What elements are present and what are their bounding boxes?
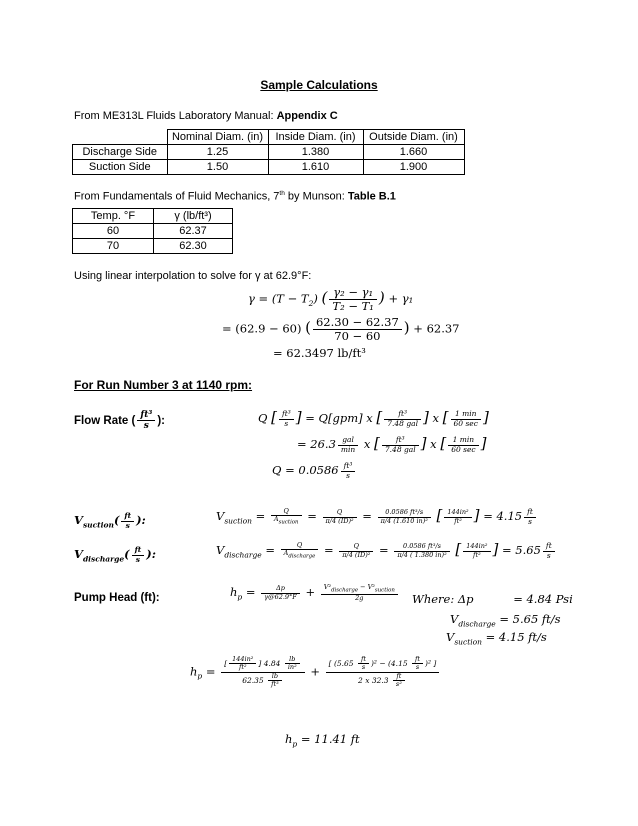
table-row: [73, 145, 465, 160]
pump-result-sub: p: [292, 739, 298, 749]
interp-eq-line2: = (62.9 − 60) ( $\frac{62.30 - 62.37}{70 - 60}$ ) + 62.37: [222, 315, 460, 344]
pump-where-dp: Where: Δp: [412, 592, 474, 606]
flow-eq1-tail: = Q[gpm] x: [305, 411, 373, 425]
v-suction-label-unit-num: ft: [121, 512, 134, 522]
source-munson-mid: by Munson:: [284, 190, 348, 203]
v-suction-lhs-sub: suction: [224, 516, 252, 526]
interp-eq-line1: $\gamma = (T - T_2)$ ( $\frac{\text{γ₂ − γ₁}}{\text{T₂ − T₁}}$ ) + γ₁: [248, 285, 414, 314]
flow-eq-line2: = 26.3 $\frac{\text{gal}}{\min}$ x [ $\frac{\text{ft³}}{\text{7.48 gal}}$ ] x [ $\frac{1 \min}{60 \sec}$ ]: [297, 434, 487, 454]
pump-big-den1: 62.35: [242, 675, 264, 685]
pump-result: [285, 732, 360, 748]
table-cell: 1.610: [268, 160, 363, 175]
v-suction-d: (1.610 in)²: [393, 516, 428, 525]
v-discharge-eq: $V_{discharge}$ = $\frac{Q}{A_{discharge}}$ = $\frac{Q}{\text{π/4 (ID)²}}$ = $\frac{\text{0.0586 ft³/s}}{\text{π/4 ( 1.380 in)²}}$ [ $\frac{\text{144in²}}{\text{ft²}}$ ] = 5.65 $\frac{ft}{s}$: [216, 540, 557, 560]
flow-eq1-frac1-den: 7.48 gal: [387, 418, 419, 428]
flow-eq2-frac1-den: 7.48 gal: [384, 444, 416, 454]
v-discharge-label-sub: discharge: [82, 554, 125, 564]
v-suction-lhs: V: [216, 509, 225, 523]
pump-where-dp-value: = 4.84 Psi: [513, 592, 573, 606]
table-cell: 62.37: [154, 224, 233, 239]
interp-eq2-lhs: = (62.9 − 60): [222, 321, 302, 336]
table-row: [73, 160, 465, 175]
flow-eq2-num: gal: [338, 436, 358, 446]
pump-vdis-sub: discharge: [458, 619, 496, 629]
pump-vsuc-sub: suction: [454, 637, 482, 647]
interp-eq2-num: 62.30 − 62.37: [313, 316, 402, 330]
source-appendix-ref: Appendix C: [276, 110, 338, 122]
v-discharge-label-unit-den: s: [135, 554, 141, 564]
table-cell: 70: [73, 239, 154, 254]
v-discharge-label-unit-num: ft: [132, 546, 145, 556]
flow-eq3-lead: Q = 0.0586: [272, 463, 339, 478]
pump-substitution-eq: $h_p$ = [ $\frac{\text{144in²}}{\text{ft²}}$ ] 4.84 $\frac{lb}{\text{in²}}$ 62.35 $\frac{lb}{\text{ft³}}$ + [ (5.65 $\frac{ft}{s}$ )² − (4.15 $\frac{ft}{s}$ )² ] 2 x 32.3 $\frac{ft}{\text{s²}}$: [190, 656, 441, 689]
pump-where: [412, 592, 573, 606]
v-discharge-label-v: V: [74, 547, 83, 562]
table-cell: 1.660: [363, 145, 464, 160]
v-suction-label-unit-den: s: [125, 520, 130, 530]
table-cell: Discharge Side: [73, 145, 168, 160]
flow-eq2-frac2-num: 1 min: [448, 436, 478, 446]
v-suction-label: $V_{suction}$( $\frac{ft}{s}$ ):: [74, 511, 146, 530]
pump-head-label: Pump Head (ft):: [74, 592, 160, 604]
flow-eq-line3: [272, 462, 357, 480]
table-header-cell: Outside Diam. (in): [363, 130, 464, 145]
table-header-row: [73, 209, 233, 224]
table-cell: Suction Side: [73, 160, 168, 175]
pump-result-tail: = 11.41 ft: [300, 732, 360, 746]
flow-eq2-frac1-num: ft³: [382, 436, 419, 446]
page-title: Sample Calculations: [260, 78, 378, 92]
flow-eq2-lead: = 26.3: [297, 437, 336, 451]
v-discharge-label: $V_{discharge}$( $\frac{ft}{s}$ ):: [74, 545, 156, 564]
table-cell: 1.900: [363, 160, 464, 175]
v-discharge-unit-num: ft: [543, 542, 555, 552]
flow-rate-label: [74, 410, 165, 432]
diameter-table: [72, 129, 465, 175]
flow-eq1-frac2-den: 60 sec: [453, 418, 478, 428]
flow-eq2-frac2-den: 60 sec: [451, 444, 476, 454]
table-cell: 60: [73, 224, 154, 239]
gamma-table: [72, 208, 233, 254]
source-munson: [74, 190, 396, 203]
v-suction-label-sub: suction: [82, 520, 114, 530]
flow-label-unit-num: ft³: [137, 410, 155, 421]
source-munson-prefix: From Fundamentals of Fluid Mechanics, 7: [74, 190, 280, 203]
table-header-cell: Nominal Diam. (in): [167, 130, 268, 145]
v-suction-unit-num: ft: [524, 508, 536, 518]
interp-eq-line3: = 62.3497 lb/ft³: [273, 346, 366, 360]
pump-vsuc-v: V: [446, 630, 455, 644]
interp-eq2-den: 70 − 60: [334, 329, 381, 344]
v-discharge-result: = 5.65: [502, 543, 541, 557]
flow-eq3-den: s: [346, 470, 350, 480]
pump-where-vdis: [450, 612, 561, 628]
interp-eq1-lhs: γ = (T − T: [248, 291, 309, 306]
interp-eq1-tail: + γ₁: [388, 291, 414, 306]
flow-rate-label-text: Flow Rate (: [74, 414, 136, 427]
v-suction-eq: $V_{suction}$ = $\frac{Q}{A_{suction}}$ = $\frac{Q}{\text{π/4 (ID)²}}$ = $\frac{\text{0.0586 ft³/s}}{\text{π/4 (1.610 in)²}}$ [ $\frac{\text{144in²}}{\text{ft²}}$ ] = 4.15 $\frac{ft}{s}$: [216, 506, 538, 526]
interpolation-text: Using linear interpolation to solve for γ at 62.9°F:: [74, 270, 312, 282]
table-row: [73, 239, 233, 254]
run-header: For Run Number 3 at 1140 rpm:: [74, 378, 253, 392]
flow-eq1-frac2-num: 1 min: [451, 410, 481, 420]
flow-eq1-unit-num: ft³: [279, 410, 294, 420]
source-appendix: [74, 110, 338, 122]
v-discharge-unit-den: s: [546, 550, 551, 560]
flow-eq3-num: ft³: [341, 462, 356, 472]
flow-eq1-unit-den: s: [284, 418, 289, 428]
pump-head-eq: $h_p$ = $\frac{\Delta p}{\gamma@62.9^\circ F}$ + $\frac{V^2_{discharge} - V^2_{suction}}{2g}$: [230, 584, 400, 602]
pump-vdis-v: V: [450, 612, 459, 626]
pump-result-h: h: [285, 732, 293, 746]
interp-eq1-num: γ₂ − γ₁: [329, 286, 377, 300]
v-suction-result: = 4.15: [483, 509, 523, 523]
v-discharge-d: ( 1.380 in)²: [410, 550, 447, 559]
table-cell: 62.30: [154, 239, 233, 254]
table-header-row: [73, 130, 465, 145]
flow-eq1-frac1-num: ft³: [384, 410, 421, 420]
source-munson-sup: th: [279, 190, 285, 197]
table-header-cell: Inside Diam. (in): [268, 130, 363, 145]
pump-where-vsuc: [446, 630, 547, 646]
table-row: [73, 224, 233, 239]
pump-big-lhs: h: [190, 664, 198, 679]
flow-eq-line1: Q [ $\frac{\text{ft³}}{s}$ ] = Q[gpm] x [ $\frac{\text{ft³}}{\text{7.48 gal}}$ ] x [ $\frac{1 \min}{60 \sec}$ ]: [258, 408, 489, 428]
interp-eq1-den: T₂ − T₁: [332, 299, 374, 314]
table-cell: 1.25: [167, 145, 268, 160]
table-header-cell: γ (lb/ft³): [154, 209, 233, 224]
v-discharge-lhs: V: [216, 543, 225, 557]
v-suction-label-v: V: [74, 513, 83, 528]
table-cell: 1.380: [268, 145, 363, 160]
v-suction-unit-den: s: [528, 516, 532, 526]
source-munson-ref: Table B.1: [347, 190, 396, 203]
flow-eq2-den: min: [340, 444, 356, 454]
pump-vdis-tail: = 5.65 ft/s: [499, 612, 561, 626]
flow-label-unit-den: s: [143, 421, 149, 432]
source-appendix-prefix: From ME313L Fluids Laboratory Manual:: [74, 110, 277, 122]
pump-big-den2: 2 x 32.3: [358, 675, 389, 685]
v-discharge-lhs-sub: discharge: [224, 550, 262, 560]
table-header-cell: [73, 130, 168, 145]
interp-eq2-tail: + 62.37: [413, 321, 460, 336]
pump-big-lhs-sub: p: [197, 671, 203, 681]
flow-rate-label-end: ):: [157, 414, 165, 427]
table-cell: 1.50: [167, 160, 268, 175]
pump-vsuc-tail: = 4.15 ft/s: [485, 630, 547, 644]
table-header-cell: Temp. °F: [73, 209, 154, 224]
